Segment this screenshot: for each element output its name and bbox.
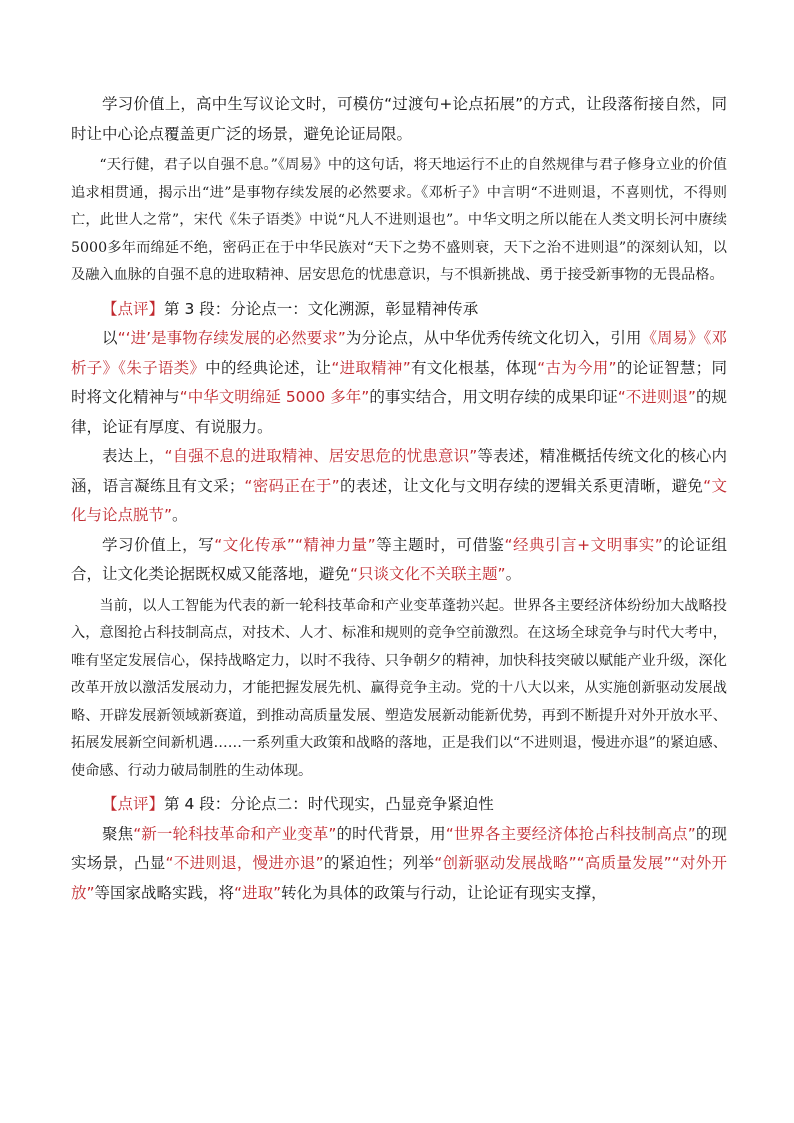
comment-heading-text: 第 3 段：分论点一：文化溯源，彰显精神传承 (164, 299, 479, 318)
comment-expression-paragraph: 表达上，“自强不息的进取精神、居安思危的忧患意识”等表述，精准概括传统文化的核心内涵，语言凝练且有文采；“密码正在于”的表述，让文化与文明存续的逻辑关系更清晰，避免“文化与论点脱节”。 (71, 447, 727, 524)
quoted-essay-paragraph-3: “天行健，君子以自强不息。”《周易》中的这句话，将天地运行不止的自然规律与君子修身立业的价值追求相贯通，揭示出“进”是事物存续发展的必然要求。《邓析子》中言明“不进则退，不喜则忧，不得则亡，此世人之常”，宋代《朱子语类》中说“凡人不进则退也”。中华文明之所以能在人类文明长河中赓续5000多年而绵延不绝，密码正在于中华民族对“天下之势不盛则衰，天下之治不进则退”的深刻认知，以及融入血脉的自强不息的进取精神、居安思危的忧患意识，与不惧新挑战、勇于接受新事物的无畏品格。 (71, 157, 727, 283)
comment-analysis-paragraph-4: 聚焦“新一轮科技革命和产业变革”的时代背景，用“世界各主要经济体抢占科技制高点”的现实场景，凸显“不进则退，慢进亦退”的紧迫性；列举“创新驱动发展战略”“高质量发展”“对外开放”等国家战略实践，将“进取”转化为具体的政策与行动，让论证有现实支撑， (71, 824, 727, 902)
comment-heading-paragraph-4 (71, 790, 727, 820)
comment-tag: 【点评】 (102, 795, 165, 813)
paragraph-learning-value-transition: 学习价值上，高中生写议论文时，可模仿“过渡句+论点拓展”的方式，让段落衔接自然，同时让中心论点覆盖更广泛的场景，避免论证局限。 (71, 95, 727, 143)
quoted-essay-paragraph-4: 当前，以人工智能为代表的新一轮科技革命和产业变革蓬勃兴起。世界各主要经济体纷纷加大战略投入，意图抢占科技制高点，对技术、人才、标准和规则的竞争空前激烈。在这场全球竞争与时代大考中，唯有坚定发展信心，保持战略定力，以时不我待、只争朝夕的精神，加快科技突破以赋能产业升级，深化改革开放以激活发展动力，才能把握发展先机、赢得竞争主动。党的十八大以来，从实施创新驱动发展战略、开辟发展新领域新赛道，到推动高质量发展、塑造发展新动能新优势，再到不断提升对外开放水平、拓展发展新空间新机遇……一系列重大政策和战略的落地，正是我们以“不进则退，慢进亦退”的紧迫感、使命感、行动力破局制胜的生动体现。 (71, 597, 727, 779)
comment-tag: 【点评】 (102, 299, 165, 318)
comment-heading-paragraph-3 (71, 295, 727, 325)
document-page (71, 90, 727, 908)
comment-learning-value-paragraph: 学习价值上，写“文化传承”“精神力量”等主题时，可借鉴“经典引言+文明事实”的论证组合，让文化类论据既权威又能落地，避免“只谈文化不关联主题”。 (71, 535, 727, 583)
comment-heading-text: 第 4 段：分论点二：时代现实，凸显竞争紧迫性 (164, 795, 494, 813)
comment-analysis-paragraph: 以“‘进’是事物存续发展的必然要求”为分论点，从中华优秀传统文化切入，引用《周易》《邓析子》《朱子语类》中的经典论述，让“进取精神”有文化根基，体现“古为今用”的论证智慧；同时将文化精神与“中华文明绵延 5000 多年”的事实结合，用文明存续的成果印证“不进则退”的规律，论证有厚度、有说服力。 (71, 329, 727, 436)
